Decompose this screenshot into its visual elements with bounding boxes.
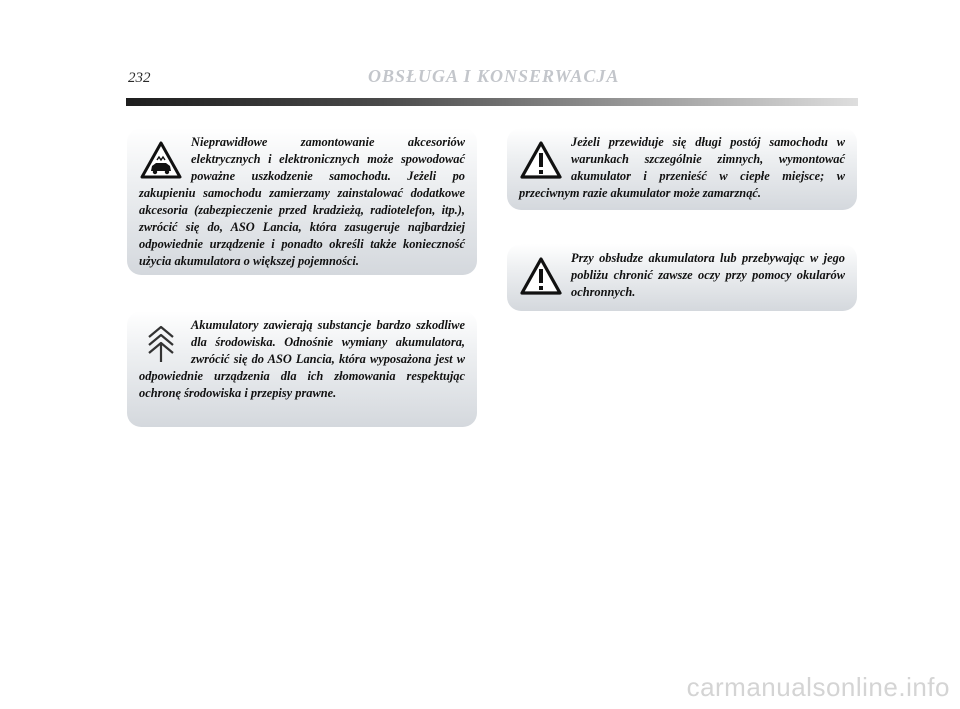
watermark: carmanualsonline.info — [686, 672, 950, 702]
notice-cold-storage — [507, 128, 857, 210]
page-number: 232 — [128, 70, 151, 86]
notice-environment — [127, 311, 477, 427]
notice-text: Przy obsłudze akumulatora lub przebywając w jego pobliżu chronić zawsze oczy przy pomocy okularów ochronnych. — [571, 251, 845, 299]
car-damage-warning-icon — [139, 138, 183, 182]
notice-text: Akumulatory zawierają substancje bardzo szkodliwe dla środowiska. Odnośnie wymiany akumulatora, zwrócić się do ASO Lancia, która wyposażona jest w odpowiednie urządzenia dla ich złomowania respektując ochronę środowiska i przepisy prawne. — [139, 318, 465, 400]
warning-triangle-icon — [519, 254, 563, 298]
notice-accessory-installation — [127, 128, 477, 275]
notice-text: Nieprawidłowe zamontowanie akcesoriów elektrycznych i elektronicznych może spowodować poważne uszkodzenie samochodu. Jeżeli po zakupieniu samochodu zamierzamy zainstalować dodatkowe akcesoria (zabezpieczenie przed kradzieżą, radiotelefon, itp.), zwrócić się do, ASO Lancia, która zasugeruje najbardziej odpowiednie urządzenie i ponadto określi także konieczność użycia akumulatora o większej pojemności. — [139, 135, 465, 268]
notice-eye-protection — [507, 244, 857, 311]
header-rule — [126, 98, 858, 106]
notice-text: Jeżeli przewiduje się długi postój samochodu w warunkach szczególnie zimnych, wymontować akumulator i przenieść w ciepłe miejsce; w przeciwnym razie akumulator może zamarznąć. — [519, 135, 845, 200]
environment-tree-icon — [139, 321, 183, 365]
warning-triangle-icon — [519, 138, 563, 182]
section-title: OBSŁUGA I KONSERWACJA — [368, 66, 620, 86]
